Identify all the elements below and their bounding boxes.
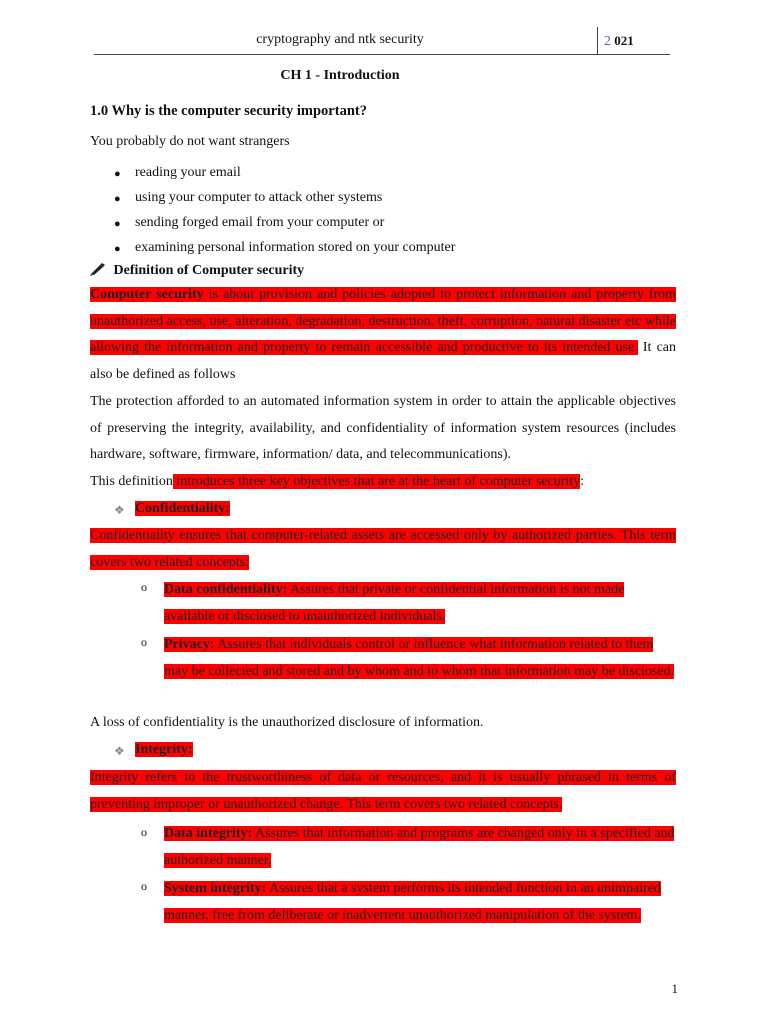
page-number: 1 xyxy=(671,981,678,996)
integrity-description: Integrity refers to the trustworthiness of data or resources, and it is usually phrased in terms of preventing improper or unauthorized change. This term covers two related concepts. xyxy=(90,770,676,812)
circle-bullet-icon: o xyxy=(141,825,147,839)
bullet-dot-icon: ● xyxy=(114,243,121,255)
definition-tail: It can also be defined as follows xyxy=(90,340,676,382)
definition-heading-row xyxy=(90,262,304,279)
list-item: examining personal information stored on your computer xyxy=(135,240,456,255)
header-page-rest: 021 xyxy=(611,33,634,48)
chapter-title: CH 1 - Introduction xyxy=(280,68,400,83)
bullet-dot-icon: ● xyxy=(114,193,121,205)
definition-heading: Definition of Computer security xyxy=(113,263,305,278)
circle-bullet-icon: o xyxy=(141,580,147,594)
list-item: sending forged email from your computer or xyxy=(135,215,385,230)
this-definition-highlight: introduces three key objectives that are at the heart of computer security xyxy=(172,474,581,489)
this-definition-paragraph xyxy=(90,469,676,496)
list-item: reading your email xyxy=(135,165,241,180)
integrity-heading: Integrity: xyxy=(135,742,193,757)
protection-paragraph: The protection afforded to an automated information system in order to attain the applicable objectives of preserving the integrity, availability, and confidentiality of information system resources (includes hardware, software, firmware, information/ data, and telecommunications). xyxy=(90,394,676,462)
list-item: using your computer to attack other systems xyxy=(135,190,383,205)
this-definition-lead: This definition xyxy=(90,474,173,489)
data-confidentiality-item: Data confidentiality: Assures that private or confidential information is not made available or disclosed to unauthorized individuals. xyxy=(164,582,625,625)
confidentiality-loss: A loss of confidentiality is the unauthorized disclosure of information. xyxy=(90,715,484,730)
definition-paragraph xyxy=(90,282,676,388)
definition-term: Computer security xyxy=(90,287,204,302)
bullet-dot-icon: ● xyxy=(114,168,121,180)
header-page-prefix: 2 xyxy=(604,34,611,49)
running-header-title: cryptography and ntk security xyxy=(256,32,424,47)
data-integrity-item: Data integrity: Assures that information and programs are changed only in a specified and authorized manner. xyxy=(164,826,675,869)
circle-bullet-icon: o xyxy=(141,879,147,893)
diamond-bullet-icon: ❖ xyxy=(114,503,125,517)
this-definition-end: : xyxy=(580,474,585,489)
privacy-item: Privacy: Assures that individuals control or influence what information related to them may be collected and stored and by whom and to whom that information may be disclosed. xyxy=(164,637,675,680)
bullet-dot-icon: ● xyxy=(114,218,121,230)
definition-body: is about provision and policies adopted to protect information and property from unauthorized access, use, alteration, degradation, destruction, theft, corruption, natural disaster etc while allowing the information and property to remain accessible and productive to its intended use. xyxy=(90,287,677,355)
confidentiality-heading: Confidentiality: xyxy=(135,501,230,516)
circle-bullet-icon: o xyxy=(141,635,147,649)
section-title: 1.0 Why is the computer security important? xyxy=(90,103,367,119)
diamond-bullet-icon: ❖ xyxy=(114,744,125,758)
section-intro: You probably do not want strangers xyxy=(90,134,290,149)
header-rule xyxy=(94,54,670,55)
header-separator xyxy=(597,27,598,54)
header-page-label xyxy=(604,33,634,50)
writing-hand-icon xyxy=(90,262,106,276)
confidentiality-description: Confidentiality ensures that computer-related assets are accessed only by authorized parties. This term covers two related concepts: xyxy=(90,528,676,570)
system-integrity-item: System integrity: Assures that a system performs its intended function in an unimpaired manner, free from deliberate or inadvertent unauthorized manipulation of the system. xyxy=(164,881,661,924)
